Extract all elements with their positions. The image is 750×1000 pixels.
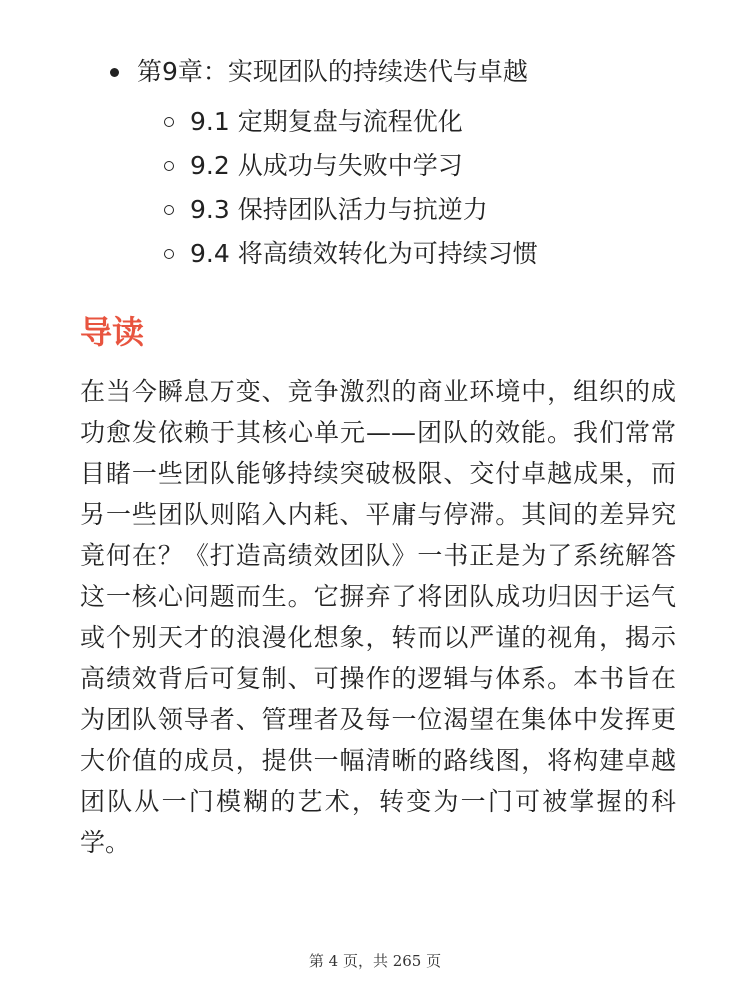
- bullet-disc-icon: [110, 68, 119, 77]
- table-of-contents: [110, 52, 730, 276]
- intro-heading: 导读: [80, 313, 145, 351]
- toc-section-title: 9.4 将高绩效转化为可持续习惯: [190, 239, 538, 268]
- bullet-circle-icon: [164, 117, 174, 127]
- bullet-circle-icon: [164, 161, 174, 171]
- bullet-circle-icon: [164, 205, 174, 215]
- toc-section-item: [110, 188, 730, 232]
- toc-section-item: [110, 144, 730, 188]
- toc-section-title: 9.2 从成功与失败中学习: [190, 151, 463, 180]
- toc-chapter-title: 第9章：实现团队的持续迭代与卓越: [137, 57, 528, 86]
- toc-section-item: [110, 232, 730, 276]
- bullet-circle-icon: [164, 249, 174, 259]
- toc-section-title: 9.1 定期复盘与流程优化: [190, 107, 463, 136]
- toc-section-list: [110, 100, 730, 276]
- toc-section-title: 9.3 保持团队活力与抗逆力: [190, 195, 488, 224]
- page-number-footer: 第 4 页，共 265 页: [308, 952, 442, 970]
- toc-chapter-9: [110, 52, 730, 92]
- toc-section-item: [110, 100, 730, 144]
- intro-paragraph: 在当今瞬息万变、竞争激烈的商业环境中，组织的成功愈发依赖于其核心单元——团队的效能。我们常常目睹一些团队能够持续突破极限、交付卓越成果，而另一些团队则陷入内耗、平庸与停滞。其间的差异究竟何在？《打造高绩效团队》一书正是为了系统解答这一核心问题而生。它摒弃了将团队成功归因于运气或个别天才的浪漫化想象，转而以严谨的视角，揭示高绩效背后可复制、可操作的逻辑与体系。本书旨在为团队领导者、管理者及每一位渴望在集体中发挥更大价值的成员，提供一幅清晰的路线图，将构建卓越团队从一门模糊的艺术，转变为一门可被掌握的科学。: [80, 377, 676, 857]
